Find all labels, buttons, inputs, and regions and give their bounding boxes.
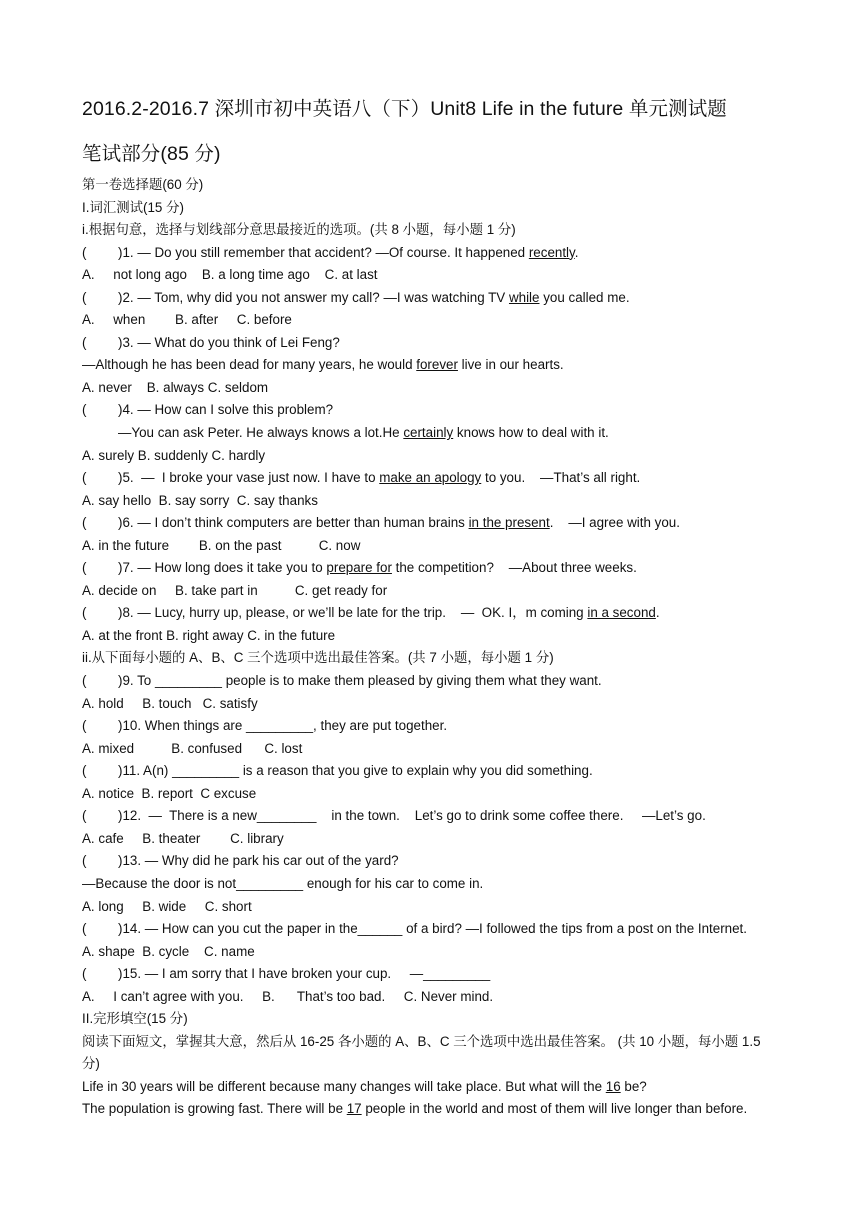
question-9: ( )9. To _________ people is to make them pleased by giving them what they want.: [82, 673, 602, 689]
section-heading: 第一卷选择题(60 分): [82, 177, 204, 192]
question-11-options: A. notice B. report C excuse: [82, 785, 257, 801]
question-4: ( )4. — How can I solve this problem?: [82, 402, 334, 418]
question-4-answer-line: —You can ask Peter. He always knows a lot.He certainly knows how to deal with it.: [118, 425, 609, 441]
question-2-options: A. when B. after C. before: [82, 312, 292, 328]
question-13-answer-line: —Because the door is not_________ enough for his car to come in.: [82, 875, 484, 891]
question-5-options: A. say hello B. say sorry C. say thanks: [82, 492, 318, 508]
document-title: 2016.2-2016.7 深圳市初中英语八（下）Unit8 Life in the future 单元测试题: [82, 98, 727, 120]
question-7: ( )7. — How long does it take you to prepare for the competition? —About three weeks.: [82, 560, 637, 576]
question-8-options: A. at the front B. right away C. in the future: [82, 627, 336, 643]
question-5: ( )5. — I broke your vase just now. I have to make an apology to you. —That’s all right.: [82, 470, 641, 486]
part-heading: I.词汇测试(15 分): [82, 199, 184, 215]
sub-instruction: ii.从下面每小题的 A、B、C 三个选项中选出最佳答案。(共 7 小题，每小题 1 分): [82, 650, 554, 666]
question-6-options: A. in the future B. on the past C. now: [82, 537, 361, 553]
question-body: [82, 174, 792, 1121]
part-heading: II.完形填空(15 分): [82, 1011, 188, 1027]
question-3: ( )3. — What do you think of Lei Feng?: [82, 334, 340, 350]
question-4-options: A. surely B. suddenly C. hardly: [82, 447, 266, 463]
question-13: ( )13. — Why did he park his car out of the yard?: [82, 853, 399, 869]
question-14: ( )14. — How can you cut the paper in the______ of a bird? —I followed the tips from a post on the Internet.: [82, 921, 747, 937]
question-15: ( )15. — I am sorry that I have broken your cup. —_________: [82, 966, 491, 982]
question-13-options: A. long B. wide C. short: [82, 898, 252, 914]
question-14-options: A. shape B. cycle C. name: [82, 943, 255, 959]
sub-instruction: i.根据句意，选择与划线部分意思最接近的选项。(共 8 小题，每小题 1 分): [82, 222, 516, 238]
question-3-options: A. never B. always C. seldom: [82, 379, 269, 395]
question-7-options: A. decide on B. take part in C. get ready for: [82, 582, 388, 598]
question-1: ( )1. — Do you still remember that accident? —Of course. It happened recently.: [82, 244, 579, 260]
question-12-options: A. cafe B. theater C. library: [82, 830, 284, 846]
question-8: ( )8. — Lucy, hurry up, please, or we’ll be late for the trip. — OK. I，m coming in a second.: [82, 605, 660, 621]
question-15-options: A. I can’t agree with you. B. That’s too bad. C. Never mind.: [82, 988, 494, 1004]
question-1-options: A. not long ago B. a long time ago C. at last: [82, 267, 378, 283]
question-3-answer-line: —Although he has been dead for many years, he would forever live in our hearts.: [82, 357, 564, 373]
question-2: ( )2. — Tom, why did you not answer my call? —I was watching TV while you called me.: [82, 289, 630, 305]
question-9-options: A. hold B. touch C. satisfy: [82, 695, 258, 711]
question-10: ( )10. When things are _________, they are put together.: [82, 718, 448, 734]
question-12: ( )12. — There is a new________ in the town. Let’s go to drink some coffee there. —Let’s go.: [82, 808, 706, 824]
cloze-paragraph-line: The population is growing fast. There will be 17 people in the world and most of them will live longer than before.: [82, 1101, 748, 1117]
cloze-instruction: 阅读下面短文，掌握其大意，然后从 16-25 各小题的 A、B、C 三个选项中选出最佳答案。 (共 10 小题，每小题 1.5 分): [82, 1033, 761, 1072]
question-11: ( )11. A(n) _________ is a reason that you give to explain why you did something.: [82, 763, 593, 779]
question-6: ( )6. — I don’t think computers are better than human brains in the present. —I agree with you.: [82, 515, 680, 531]
document-subtitle: 笔试部分(85 分): [82, 143, 221, 165]
cloze-paragraph-line: Life in 30 years will be different because many changes will take place. But what will the 16 be?: [82, 1078, 647, 1094]
question-10-options: A. mixed B. confused C. lost: [82, 740, 303, 756]
